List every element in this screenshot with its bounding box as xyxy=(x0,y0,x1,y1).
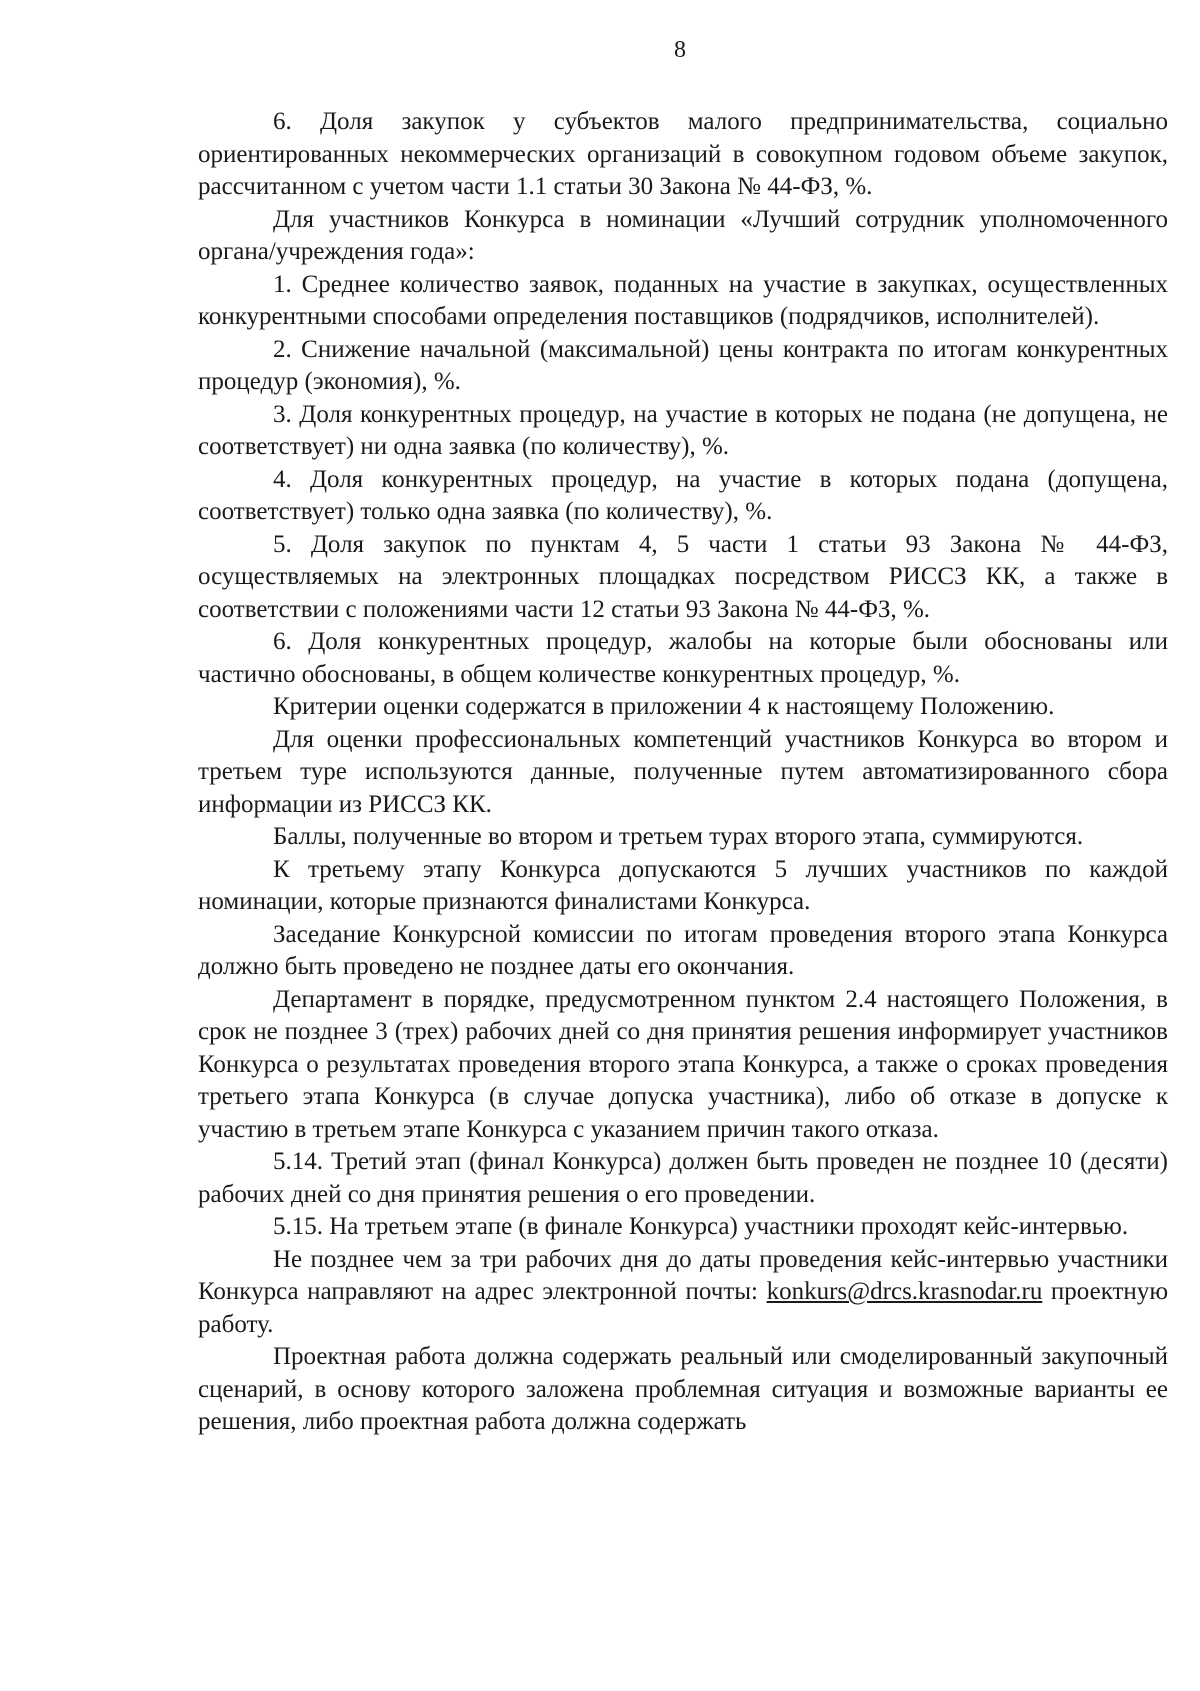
paragraph-section-5-15: 5.15. На третьем этапе (в финале Конкурса) участники проходят кейс-интервью. xyxy=(273,1213,1129,1240)
document-body xyxy=(198,106,1168,1439)
paragraph-third-stage-admission: К третьему этапу Конкурса допускаются 5 лучших участников по каждой номинации, которые признаются финалистами Конкурса. xyxy=(198,855,1168,915)
paragraph-criterion-5: 5. Доля закупок по пунктам 4, 5 части 1 статьи 93 Закона № 44-ФЗ, осуществляемых на электронных площадках посредством РИССЗ КК, а также в соответствии с положениями части 12 статьи 93 Закона № 44-ФЗ, %. xyxy=(198,530,1168,623)
paragraph-commission-meeting: Заседание Конкурсной комиссии по итогам проведения второго этапа Конкурса должно быть проведено не позднее даты его окончания. xyxy=(198,920,1168,980)
paragraph-points-summed: Баллы, полученные во втором и третьем турах второго этапа, суммируются. xyxy=(273,823,1084,850)
paragraph-criterion-1: 1. Среднее количество заявок, поданных на участие в закупках, осуществленных конкурентными способами определения поставщиков (подрядчиков, исполнителей). xyxy=(198,270,1168,330)
paragraph-criterion-6: 6. Доля конкурентных процедур, жалобы на которые были обоснованы или частично обоснованы, в общем количестве конкурентных процедур, %. xyxy=(198,628,1168,688)
paragraph-criterion-4: 4. Доля конкурентных процедур, на участие в которых подана (допущена, соответствует) только одна заявка (по количеству), %. xyxy=(198,465,1168,525)
paragraph-department-notice: Департамент в порядке, предусмотренном пунктом 2.4 настоящего Положения, в срок не позднее 3 (трех) рабочих дней со дня принятия решения информирует участников Конкурса о результатах проведения второго этапа Конкурса, а также о сроках проведения третьего этапа Конкурса (в случае допуска участника), либо об отказе в допуске к участию в третьем этапе Конкурса с указанием причин такого отказа. xyxy=(198,985,1168,1143)
paragraph-criterion-3: 3. Доля конкурентных процедур, на участие в которых не подана (не допущена, не соответствует) ни одна заявка (по количеству), %. xyxy=(198,400,1168,460)
paragraph-section-5-14: 5.14. Третий этап (финал Конкурса) должен быть проведен не позднее 10 (десяти) рабочих дней со дня принятия решения о его проведении. xyxy=(198,1148,1168,1208)
email-paragraph-after: проектную работу. xyxy=(198,1278,1168,1338)
paragraph-criteria-appendix: Критерии оценки содержатся в приложении 4 к настоящему Положению. xyxy=(273,693,1055,720)
paragraph-assessment-data: Для оценки профессиональных компетенций участников Конкурса во втором и третьем туре используются данные, полученные путем автоматизированного сбора информации из РИССЗ КК. xyxy=(198,725,1168,818)
email-link[interactable]: konkurs@drcs.krasnodar.ru xyxy=(766,1278,1043,1305)
paragraph-criterion-2: 2. Снижение начальной (максимальной) цены контракта по итогам конкурентных процедур (экономия), %. xyxy=(198,335,1168,395)
email-paragraph-before: Не позднее чем за три рабочих дня до даты проведения кейс-интервью участники Конкурса направляют на адрес электронной почты: xyxy=(198,1245,1168,1305)
paragraph-share-small-business: 6. Доля закупок у субъектов малого предпринимательства, социально ориентированных некоммерческих организаций в совокупном годовом объеме закупок, рассчитанном с учетом части 1.1 статьи 30 Закона № 44-ФЗ, %. xyxy=(198,108,1168,200)
paragraph-nomination-intro: Для участников Конкурса в номинации «Лучший сотрудник уполномоченного органа/учреждения года»: xyxy=(198,205,1168,265)
paragraph-submission-email xyxy=(198,1244,1168,1342)
page-number: 8 xyxy=(674,37,686,63)
paragraph-project-work: Проектная работа должна содержать реальный или смоделированный закупочный сценарий, в основу которого заложена проблемная ситуация и возможные варианты ее решения, либо проектная работа должна содержать xyxy=(198,1343,1168,1435)
